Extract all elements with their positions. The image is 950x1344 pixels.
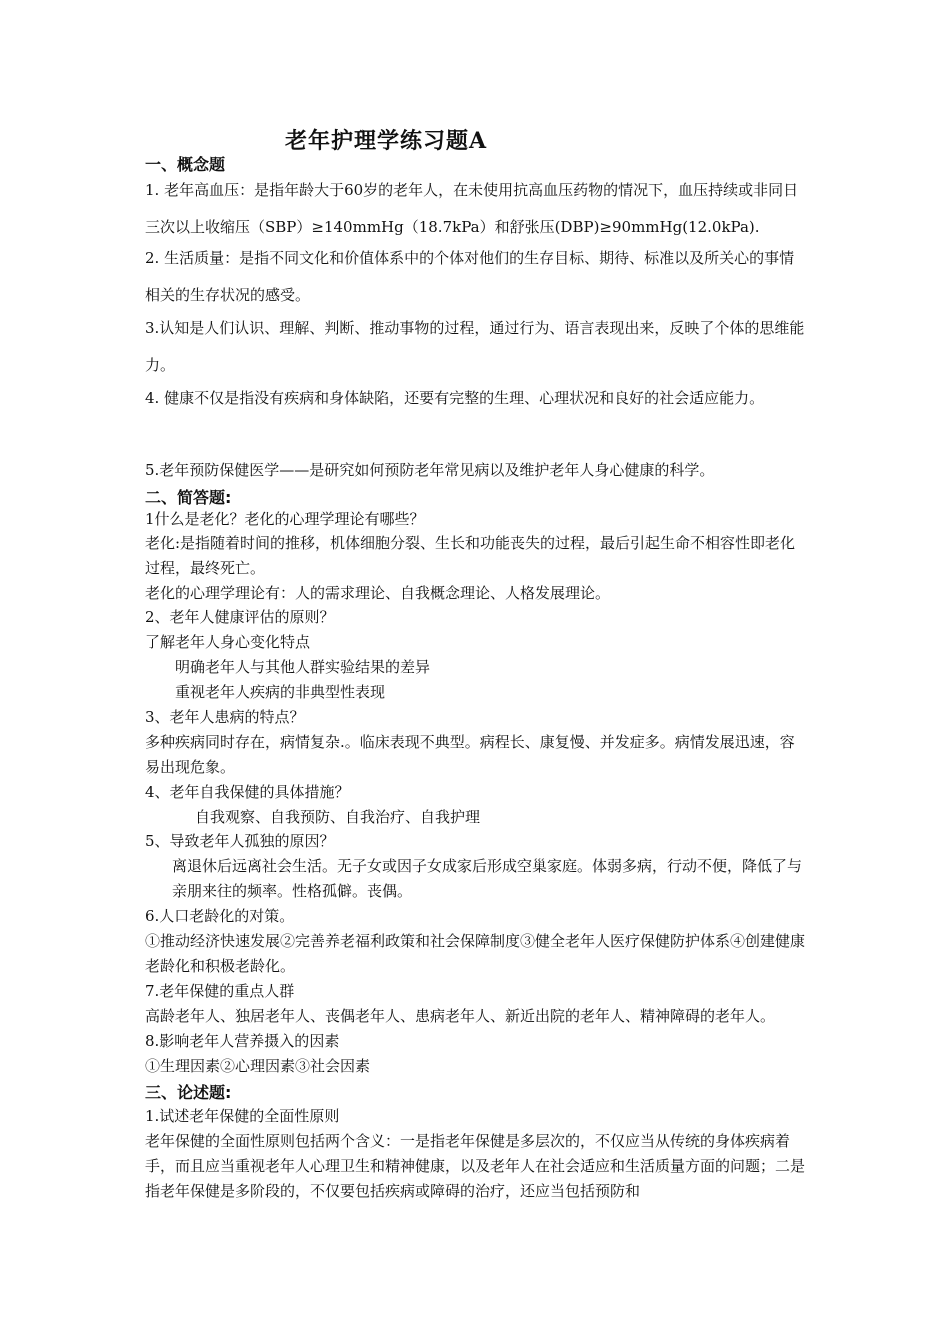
question: 7.老年保健的重点人群 (145, 982, 295, 1000)
concept-item: 3.认知是人们认识、理解、判断、推动事物的过程，通过行为、语言表现出来，反映了个体的思维能力。 (145, 319, 805, 374)
section-heading-short: 二、简答题: (145, 488, 232, 507)
answer: 高龄老年人、独居老年人、丧偶老年人、患病老年人、新近出院的老年人、精神障碍的老年人。 (145, 1007, 776, 1025)
answer: 明确老年人与其他人群实验结果的差异 (175, 658, 431, 676)
concept-item: 5.老年预防保健医学——是研究如何预防老年常见病以及维护老年人身心健康的科学。 (145, 461, 715, 479)
question: 3、老年人患病的特点？ (145, 708, 305, 726)
question: 5、导致老年人孤独的原因？ (145, 832, 335, 850)
document-title: 老年护理学练习题A (285, 128, 488, 154)
answer: 了解老年人身心变化特点 (145, 633, 311, 651)
section-heading-concepts: 一、概念题 (145, 155, 226, 174)
section-heading-essay: 三、论述题: (145, 1083, 232, 1102)
answer: 重视老年人疾病的非典型性表现 (175, 683, 386, 701)
answer: 老化:是指随着时间的推移，机体细胞分裂、生长和功能丧失的过程，最后引起生命不相容性即老化过程，最终死亡。 (145, 534, 796, 577)
answer: 多种疾病同时存在，病情复杂.。临床表现不典型。病程长、康复慢、并发症多。病情发展迅速，容易出现危象。 (145, 733, 795, 776)
question: 8.影响老年人营养摄入的因素 (145, 1032, 340, 1050)
concept-item: 4. 健康不仅是指没有疾病和身体缺陷，还要有完整的生理、心理状况和良好的社会适应能力。 (145, 389, 765, 407)
question: 1.试述老年保健的全面性原则 (145, 1107, 340, 1125)
question: 1什么是老化？老化的心理学理论有哪些？ (145, 510, 425, 528)
question: 2、老年人健康评估的原则？ (145, 608, 335, 626)
answer: 老年保健的全面性原则包括两个含义：一是指老年保健是多层次的，不仅应当从传统的身体疾病着手，而且应当重视老年人心理卫生和精神健康，以及老年人在社会适应和生活质量方面的问题；二是指老年保健是多阶段的，不仅要包括疾病或障碍的治疗，还应当包括预防和 (145, 1132, 806, 1200)
answer: 老化的心理学理论有：人的需求理论、自我概念理论、人格发展理论。 (145, 584, 611, 602)
answer: ①生理因素②心理因素③社会因素 (145, 1057, 371, 1075)
question: 6.人口老龄化的对策。 (145, 907, 295, 925)
answer: 离退休后远离社会生活。无子女或因子女成家后形成空巢家庭。体弱多病，行动不便，降低了与亲朋来往的频率。性格孤僻。丧偶。 (172, 857, 803, 900)
concept-item: 1. 老年高血压：是指年龄大于60岁的老年人，在未使用抗高血压药物的情况下，血压持续或非同日三次以上收缩压（SBP）≥140mmHg（18.7kPa）和舒张压(DBP)≥90mmHg(12.0kPa). (145, 181, 799, 236)
concept-item: 2. 生活质量：是指不同文化和价值体系中的个体对他们的生存目标、期待、标准以及所关心的事情相关的生存状况的感受。 (145, 249, 795, 304)
answer: 自我观察、自我预防、自我治疗、自我护理 (195, 808, 481, 826)
question: 4、老年自我保健的具体措施？ (145, 783, 350, 801)
answer: ①推动经济快速发展②完善养老福利政策和社会保障制度③健全老年人医疗保健防护体系④创建健康老龄化和积极老龄化。 (145, 932, 806, 975)
